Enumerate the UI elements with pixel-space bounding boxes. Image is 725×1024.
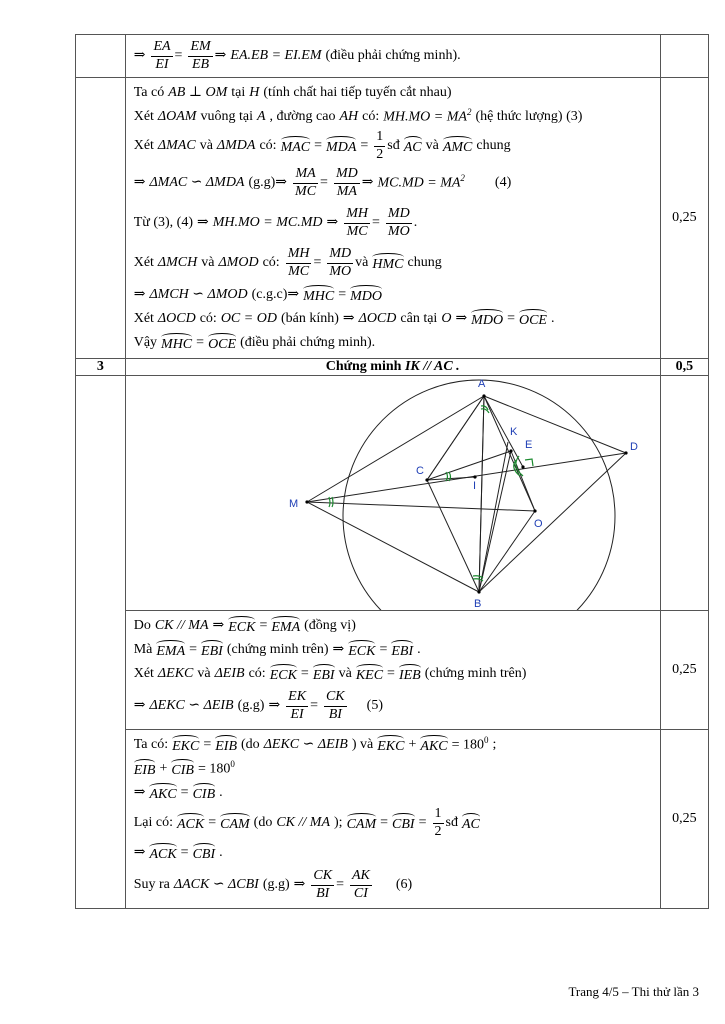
math-token: Từ (3), (4) — [133, 215, 193, 231]
math-token: ΔEKC — [157, 666, 194, 682]
line — [134, 733, 652, 757]
line — [134, 105, 652, 129]
row-question-3 — [76, 359, 709, 376]
math-token: AC — [404, 136, 422, 155]
fraction — [324, 689, 347, 722]
math-token: (4) — [494, 175, 512, 191]
math-token: EBI — [391, 640, 413, 659]
math-token: MC — [288, 263, 310, 279]
math-token: ⇒ — [133, 287, 146, 303]
math-token: 2 — [460, 173, 465, 184]
math-token: ΔMAC — [157, 138, 196, 154]
math-token: = — [189, 642, 198, 658]
math-token: (5) — [366, 698, 383, 714]
line — [134, 805, 652, 841]
math-token: EIB — [134, 759, 156, 778]
math-token: CK // MA — [276, 815, 331, 831]
math-token: có: — [248, 666, 266, 682]
math-token: ⇒ — [332, 642, 345, 658]
line — [134, 841, 652, 865]
math-token: = — [314, 138, 323, 154]
math-token: chung — [407, 255, 442, 271]
math-token: . — [219, 785, 223, 801]
math-token: IEB — [399, 664, 421, 683]
math-token: (điều phải chứng minh). — [325, 48, 461, 64]
math-token: MA — [336, 183, 357, 199]
math-token: Xét — [133, 311, 154, 327]
math-token: có: — [259, 138, 277, 154]
math-token: Xét — [133, 109, 154, 125]
line — [134, 243, 652, 283]
math-token: MHC — [161, 333, 192, 352]
math-token: ⇒ — [197, 215, 209, 231]
math-token: 1 — [374, 129, 385, 146]
math-token: Xét — [133, 255, 154, 271]
math-token: ΔOCD — [157, 311, 196, 327]
math-token: ΔEIB — [214, 666, 245, 682]
math-token: = — [379, 642, 388, 658]
math-token: MD — [327, 246, 353, 263]
line — [134, 686, 652, 726]
math-token: CK — [324, 689, 347, 706]
math-token: CAM — [347, 813, 377, 832]
math-token: ) và — [351, 737, 374, 753]
math-token: = — [180, 845, 189, 861]
line — [134, 614, 652, 638]
math-token: (g.g)⇒ — [248, 175, 288, 191]
math-token: OCE — [519, 309, 547, 328]
math-token: ⇒ — [214, 48, 227, 64]
fraction — [327, 246, 353, 279]
page-footer: Trang 4/5 – Thi thử lần 3 — [568, 984, 699, 999]
math-token: = — [338, 287, 347, 303]
math-token: EMA — [271, 616, 300, 635]
math-token: = — [387, 666, 395, 682]
points: 0,5 — [660, 359, 708, 376]
math-token: và — [199, 138, 213, 154]
math-token: (điều phải chứng minh). — [240, 335, 376, 351]
label-o: O — [533, 518, 543, 530]
math-token: = — [360, 138, 369, 154]
math-token: (bán kính) — [280, 311, 339, 327]
math-token: + — [408, 737, 417, 753]
math-token: BI — [328, 706, 342, 722]
math-token: (c.g.c)⇒ — [251, 287, 300, 303]
math-token: EKC — [172, 735, 199, 754]
label-c: C — [415, 465, 424, 477]
fraction — [286, 246, 312, 279]
math-token: = — [418, 815, 427, 831]
math-token: = — [180, 785, 189, 801]
label-e: E — [524, 439, 533, 451]
line — [134, 638, 652, 662]
math-token: 0 — [484, 735, 489, 746]
math-token: = 180 — [197, 762, 231, 778]
math-token: OC = OD — [220, 311, 277, 327]
line — [134, 757, 652, 781]
math-token: vuông tại — [200, 109, 253, 125]
math-token: CI — [353, 885, 368, 901]
math-token: ⇒ — [212, 618, 225, 634]
math-token: , đường cao — [269, 109, 336, 125]
fraction — [293, 166, 318, 199]
math-token: 2 — [434, 823, 442, 839]
fraction — [151, 39, 172, 72]
math-token: và — [338, 666, 352, 682]
fraction — [374, 129, 385, 162]
math-token: có: — [199, 311, 217, 327]
math-token: MD — [334, 166, 360, 183]
math-token: CK — [311, 868, 334, 885]
geometry-figure — [126, 376, 660, 610]
math-token: . — [550, 311, 555, 327]
math-token: Chứng minh — [325, 359, 402, 374]
row-proof-3a — [76, 611, 709, 730]
math-token: . — [219, 845, 223, 861]
math-token: chung — [476, 138, 511, 154]
line — [134, 129, 652, 163]
math-token: + — [159, 761, 168, 777]
math-token: ⇒ — [293, 877, 306, 893]
label-a: A — [477, 378, 486, 390]
math-token: AKC — [149, 783, 176, 802]
math-token: ΔMDA — [216, 138, 256, 154]
points: 0,25 — [660, 78, 708, 359]
math-token: ΔMOD — [218, 255, 259, 271]
math-token: 1 — [433, 806, 444, 823]
math-token: sđ — [445, 815, 458, 831]
math-token: = 180 — [451, 738, 485, 754]
math-token: EK — [286, 689, 308, 706]
math-token: EB — [192, 56, 210, 72]
line — [134, 307, 652, 331]
math-token: CIB — [193, 783, 216, 802]
math-token: O — [441, 311, 452, 327]
math-token: MDO — [471, 309, 503, 328]
tangent-triangle — [307, 396, 484, 592]
math-token: AC — [462, 813, 480, 832]
math-token: MC.MD = MA — [377, 176, 461, 192]
line — [134, 865, 652, 905]
math-token: có: — [362, 109, 380, 125]
math-token: và — [197, 666, 211, 682]
line — [134, 81, 652, 105]
math-token: = — [300, 666, 309, 682]
math-token: MH.MO = MA — [383, 110, 467, 126]
math-token: tại — [231, 85, 246, 101]
math-token: = — [507, 311, 515, 327]
math-token: và — [355, 255, 369, 271]
math-token: ECK — [348, 640, 375, 659]
math-token: và — [201, 255, 215, 271]
math-token: MC — [295, 183, 317, 199]
math-token: ACK — [177, 813, 204, 832]
math-token: Ta có: — [133, 737, 169, 753]
math-token: ΔEKC ∽ ΔEIB — [149, 698, 234, 714]
math-token: H — [249, 85, 260, 101]
row-figure — [76, 376, 709, 611]
fraction — [311, 868, 334, 901]
math-token: AK — [350, 868, 372, 885]
math-token: AB ⊥ OM — [168, 85, 228, 101]
math-token: ΔMCH — [157, 255, 198, 271]
math-token: = — [310, 698, 318, 714]
math-token: và — [425, 138, 439, 154]
line — [134, 163, 652, 203]
math-token: ECK — [228, 616, 255, 635]
line — [134, 203, 652, 243]
math-token: ⇒ — [342, 311, 355, 327]
math-token: MH — [344, 206, 370, 223]
math-token: cân tại — [400, 311, 438, 327]
math-token: Suy ra — [133, 877, 170, 893]
math-token: CK // MA — [154, 618, 209, 634]
math-token: AH — [339, 109, 359, 125]
math-token: EBI — [313, 664, 335, 683]
solution-table — [75, 34, 709, 909]
label-b: B — [473, 598, 482, 610]
math-token: ; — [492, 737, 497, 753]
math-token: EA.EB = EI.EM — [230, 48, 322, 64]
math-token: MAC — [281, 136, 311, 155]
math-token: EBI — [201, 640, 223, 659]
line — [134, 781, 652, 805]
math-token: CBI — [193, 843, 216, 862]
math-token: (hệ thức lượng) (3) — [475, 109, 583, 125]
math-token: ⇒ — [133, 48, 146, 64]
math-token: 2 — [376, 146, 384, 162]
math-token: = — [320, 175, 328, 191]
math-token: (do — [241, 737, 260, 753]
math-token: ACK — [149, 843, 176, 862]
math-token: . — [417, 642, 421, 658]
math-token: BI — [316, 885, 330, 901]
question-title — [125, 359, 660, 376]
label-i: I — [472, 480, 476, 492]
math-token: ⇒ — [133, 845, 146, 861]
math-token: MC — [346, 223, 368, 239]
label-d: D — [629, 441, 638, 453]
math-token: EKC — [377, 735, 404, 754]
math-token: (do — [253, 815, 273, 831]
math-token: EM — [188, 39, 212, 56]
math-token: EI — [155, 56, 169, 72]
question-number: 3 — [76, 359, 126, 376]
label-k: K — [509, 426, 518, 438]
math-token: Lại có: — [133, 815, 173, 831]
math-token: Do — [133, 618, 151, 634]
math-token: (chứng minh trên) — [226, 642, 329, 658]
math-token: ⇒ — [326, 215, 339, 231]
math-token: (6) — [395, 877, 413, 893]
math-token: ΔOCD — [358, 311, 397, 327]
math-token: ΔEKC ∽ ΔEIB — [263, 737, 348, 753]
math-token: = — [203, 737, 212, 753]
math-token: Xét — [133, 666, 154, 682]
math-token: MHC — [303, 285, 334, 304]
math-token: Xét — [133, 138, 154, 154]
math-token: A — [256, 109, 266, 125]
math-token: ); — [334, 815, 343, 831]
fraction — [334, 166, 360, 199]
math-token: MDA — [326, 136, 356, 155]
row-ea-ei — [76, 35, 709, 78]
line — [134, 331, 652, 355]
fraction — [350, 868, 372, 901]
points: 0,25 — [660, 730, 708, 909]
label-m: M — [288, 498, 298, 510]
math-token: MO — [387, 223, 410, 239]
line — [134, 662, 652, 686]
math-token: ⇒ — [133, 785, 146, 801]
math-token: MH — [286, 246, 312, 263]
math-token: = — [196, 335, 205, 351]
math-token: (chứng minh trên) — [424, 666, 527, 682]
math-token: = — [336, 877, 344, 893]
math-token: = — [380, 815, 389, 831]
math-token: (đồng vị) — [304, 618, 356, 634]
fraction — [433, 806, 444, 839]
fraction — [386, 206, 412, 239]
math-token: (tính chất hai tiếp tuyến cắt nhau) — [263, 85, 452, 101]
math-token: MA — [293, 166, 317, 183]
math-token: (g.g) — [237, 698, 265, 714]
point-labels — [289, 378, 638, 610]
math-token: ⇒ — [455, 311, 468, 327]
fraction — [344, 206, 370, 239]
fraction — [188, 39, 212, 72]
line-ea-eb — [134, 38, 652, 74]
math-token: MDO — [350, 285, 382, 304]
fraction — [286, 689, 308, 722]
math-token: . — [413, 215, 418, 231]
line — [134, 283, 652, 307]
math-token: EI — [290, 706, 304, 722]
math-token: = — [313, 255, 322, 271]
math-token: CAM — [220, 813, 250, 832]
math-token: = — [208, 815, 217, 831]
math-token: 0 — [230, 759, 235, 770]
points: 0,25 — [660, 611, 708, 730]
math-token: EA — [151, 39, 172, 56]
math-token: KEC — [356, 664, 383, 683]
math-token: EMA — [156, 640, 185, 659]
math-token: 2 — [466, 107, 472, 118]
math-token: CIB — [171, 759, 194, 778]
math-token: Vậy — [133, 335, 158, 351]
math-token: (g.g) — [262, 877, 290, 893]
math-token: Mà — [133, 642, 153, 658]
math-token: IK // AC . — [404, 359, 460, 374]
math-token: MD — [386, 206, 412, 223]
math-token: ΔOAM — [157, 109, 197, 125]
math-token: = — [174, 48, 183, 64]
math-token: ⇒ — [133, 698, 146, 714]
math-token: ΔACK ∽ ΔCBI — [173, 877, 259, 893]
math-token: HMC — [372, 253, 403, 272]
math-token: ⇒ — [268, 698, 281, 714]
math-token: = — [259, 618, 268, 634]
math-token: = — [372, 215, 380, 231]
math-token: MH.MO = MC.MD — [212, 215, 323, 231]
math-token: AKC — [420, 735, 447, 754]
math-token: Ta có — [133, 85, 165, 101]
row-proof-3b — [76, 730, 709, 909]
math-token: ΔMCH ∽ ΔMOD — [149, 287, 248, 303]
math-token: OCE — [208, 333, 236, 352]
math-token: ECK — [270, 664, 297, 683]
row-proof-2 — [76, 78, 709, 359]
math-token: ⇒ — [361, 175, 374, 191]
math-token: ⇒ — [133, 175, 146, 191]
math-token: AMC — [443, 136, 473, 155]
math-token: MO — [329, 263, 352, 279]
math-token: ΔMAC ∽ ΔMDA — [149, 175, 245, 191]
math-token: sđ — [387, 138, 400, 154]
math-token: EIB — [215, 735, 237, 754]
math-token: CBI — [392, 813, 415, 832]
math-token: có: — [262, 255, 280, 271]
